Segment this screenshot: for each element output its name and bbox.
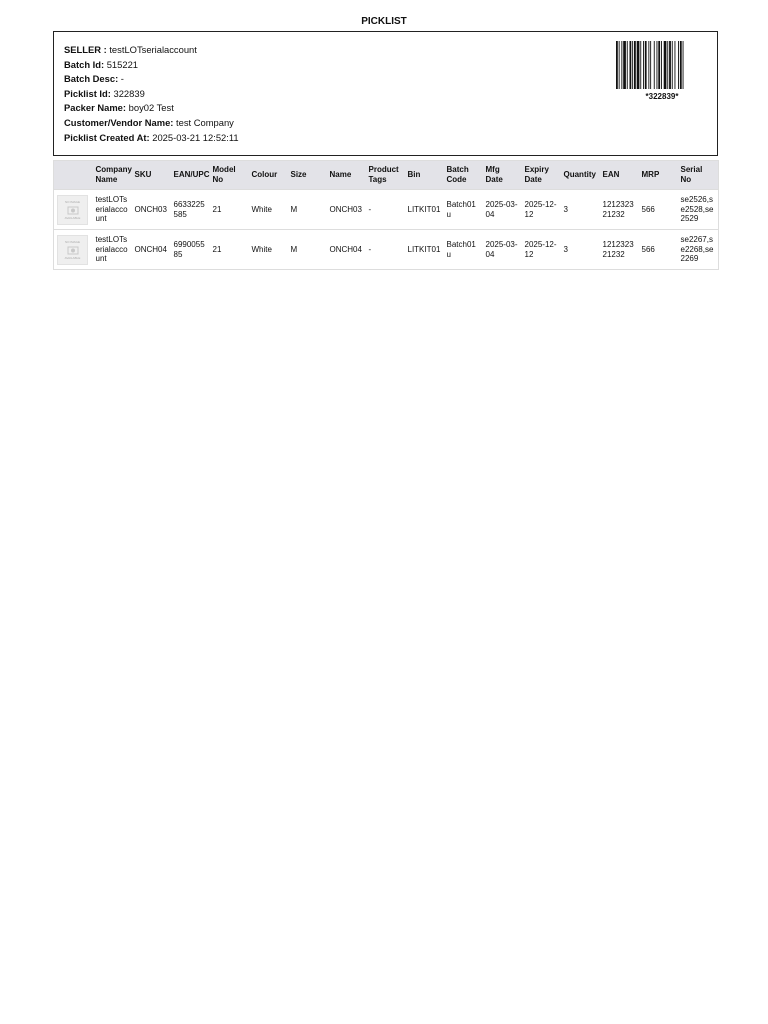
table-cell: testLOTserialaccount bbox=[93, 190, 132, 230]
barcode-bar bbox=[632, 41, 633, 89]
table-cell: 2025-03-04 bbox=[483, 230, 522, 270]
column-header: Product Tags bbox=[366, 161, 405, 190]
product-image-cell bbox=[54, 190, 93, 230]
barcode-bar bbox=[650, 41, 651, 89]
batch-id-value: 515221 bbox=[106, 58, 139, 70]
table-cell: 21 bbox=[210, 230, 249, 270]
table-cell: 699005585 bbox=[171, 230, 210, 270]
barcode-bar bbox=[616, 41, 618, 89]
picklist-id-label: Picklist Id: bbox=[64, 87, 111, 99]
table-cell: White bbox=[249, 190, 288, 230]
table-cell: LITKIT01 bbox=[405, 190, 444, 230]
table-cell: 121232321232 bbox=[600, 230, 639, 270]
seller-label: SELLER : bbox=[64, 44, 107, 55]
page-title: PICKLIST bbox=[361, 16, 407, 27]
no-image-text-bottom: AVAILABLE bbox=[64, 215, 81, 220]
column-header: Bin bbox=[405, 161, 444, 190]
table-cell: - bbox=[366, 190, 405, 230]
barcode-bar bbox=[683, 41, 684, 89]
table-body bbox=[54, 190, 719, 270]
no-image-text-top: NO IMAGE bbox=[64, 239, 80, 244]
table-cell: ONCH03 bbox=[132, 190, 171, 230]
batch-id-label: Batch Id: bbox=[64, 58, 105, 70]
column-header: EAN bbox=[600, 161, 639, 190]
picklist-id-value: 322839 bbox=[113, 87, 145, 99]
table-cell: White bbox=[249, 230, 288, 270]
info-lines bbox=[64, 43, 239, 145]
barcode-bar bbox=[669, 41, 671, 89]
table-cell: 2025-03-04 bbox=[483, 190, 522, 230]
barcode-bar bbox=[640, 41, 641, 89]
column-header: Company Name bbox=[93, 161, 132, 190]
barcode-text: *322839* bbox=[645, 92, 679, 101]
table-cell: LITKIT01 bbox=[405, 230, 444, 270]
column-header: Serial No bbox=[678, 161, 719, 190]
barcode-bar bbox=[648, 41, 649, 89]
barcode-bar bbox=[675, 41, 676, 89]
column-header: MRP bbox=[639, 161, 678, 190]
barcode-bar bbox=[637, 41, 640, 89]
picklist-table bbox=[53, 160, 719, 270]
table-cell: Batch01u bbox=[444, 190, 483, 230]
seller-value: testLOTserialaccount bbox=[109, 44, 197, 55]
no-image-text-top: NO IMAGE bbox=[64, 199, 80, 204]
customer-line bbox=[64, 116, 239, 131]
barcode-bar bbox=[654, 41, 655, 89]
table-cell: M bbox=[288, 230, 327, 270]
column-header: Mfg Date bbox=[483, 161, 522, 190]
column-header: Batch Code bbox=[444, 161, 483, 190]
table-header-row bbox=[54, 161, 719, 190]
table-cell: 3 bbox=[561, 190, 600, 230]
table-cell: 2025-12-12 bbox=[522, 230, 561, 270]
column-header: Size bbox=[288, 161, 327, 190]
barcode-bar bbox=[664, 41, 667, 89]
column-header: Quantity bbox=[561, 161, 600, 190]
table-row bbox=[54, 230, 719, 270]
image-placeholder-icon bbox=[67, 245, 79, 255]
packer-line bbox=[64, 101, 239, 116]
column-header: Name bbox=[327, 161, 366, 190]
barcode-bar bbox=[619, 41, 620, 89]
customer-label: Customer/Vendor Name: bbox=[64, 116, 174, 128]
barcode-bar bbox=[672, 41, 673, 89]
no-image-placeholder bbox=[57, 195, 88, 225]
column-header: Model No bbox=[210, 161, 249, 190]
image-placeholder-icon bbox=[67, 205, 79, 215]
barcode-bar bbox=[627, 41, 628, 89]
column-header: Colour bbox=[249, 161, 288, 190]
barcode-bar bbox=[657, 41, 658, 89]
table-cell: 121232321232 bbox=[600, 190, 639, 230]
barcode-image bbox=[616, 41, 708, 89]
batch-id-line bbox=[64, 58, 239, 73]
table-cell: 2025-12-12 bbox=[522, 190, 561, 230]
table-cell: 21 bbox=[210, 190, 249, 230]
table-cell: ONCH04 bbox=[132, 230, 171, 270]
column-header: EAN/UPC bbox=[171, 161, 210, 190]
table-cell: - bbox=[366, 230, 405, 270]
table-cell: testLOTserialaccount bbox=[93, 230, 132, 270]
barcode-bar bbox=[667, 41, 668, 89]
batch-desc-line bbox=[64, 72, 239, 87]
table-cell: ONCH03 bbox=[327, 190, 366, 230]
seller-line bbox=[64, 43, 239, 58]
barcode-bar bbox=[645, 41, 647, 89]
packer-label: Packer Name: bbox=[64, 102, 127, 114]
no-image-text-bottom: AVAILABLE bbox=[64, 255, 81, 260]
created-line bbox=[64, 131, 239, 146]
barcode-bar bbox=[634, 41, 636, 89]
column-header bbox=[54, 161, 93, 190]
barcode-bar bbox=[680, 41, 682, 89]
barcode-bar bbox=[623, 41, 626, 89]
no-image-placeholder bbox=[57, 235, 88, 265]
barcode-bar bbox=[661, 41, 662, 89]
table-cell: 566 bbox=[639, 190, 678, 230]
customer-value: test Company bbox=[176, 116, 234, 128]
table-cell: ONCH04 bbox=[327, 230, 366, 270]
barcode-bar bbox=[658, 41, 660, 89]
created-label: Picklist Created At: bbox=[64, 131, 150, 143]
table-cell: M bbox=[288, 190, 327, 230]
table-cell: 6633225585 bbox=[171, 190, 210, 230]
table-cell: se2526,se2528,se2529 bbox=[678, 190, 719, 230]
picklist-id-line bbox=[64, 87, 239, 102]
created-value: 2025-03-21 12:52:11 bbox=[152, 131, 239, 143]
barcode-bar bbox=[643, 41, 644, 89]
table-cell: 566 bbox=[639, 230, 678, 270]
batch-desc-value: - bbox=[120, 73, 124, 85]
barcode-bar bbox=[678, 41, 679, 89]
barcode-bar bbox=[621, 41, 622, 89]
table-cell: 3 bbox=[561, 230, 600, 270]
picklist-info-box bbox=[53, 31, 718, 156]
table-row bbox=[54, 190, 719, 230]
column-header: Expiry Date bbox=[522, 161, 561, 190]
product-image-cell bbox=[54, 230, 93, 270]
barcode-bar bbox=[630, 41, 632, 89]
batch-desc-label: Batch Desc: bbox=[64, 73, 119, 85]
table-cell: Batch01u bbox=[444, 230, 483, 270]
packer-value: boy02 Test bbox=[128, 102, 174, 114]
table-cell: se2267,se2268,se2269 bbox=[678, 230, 719, 270]
column-header: SKU bbox=[132, 161, 171, 190]
